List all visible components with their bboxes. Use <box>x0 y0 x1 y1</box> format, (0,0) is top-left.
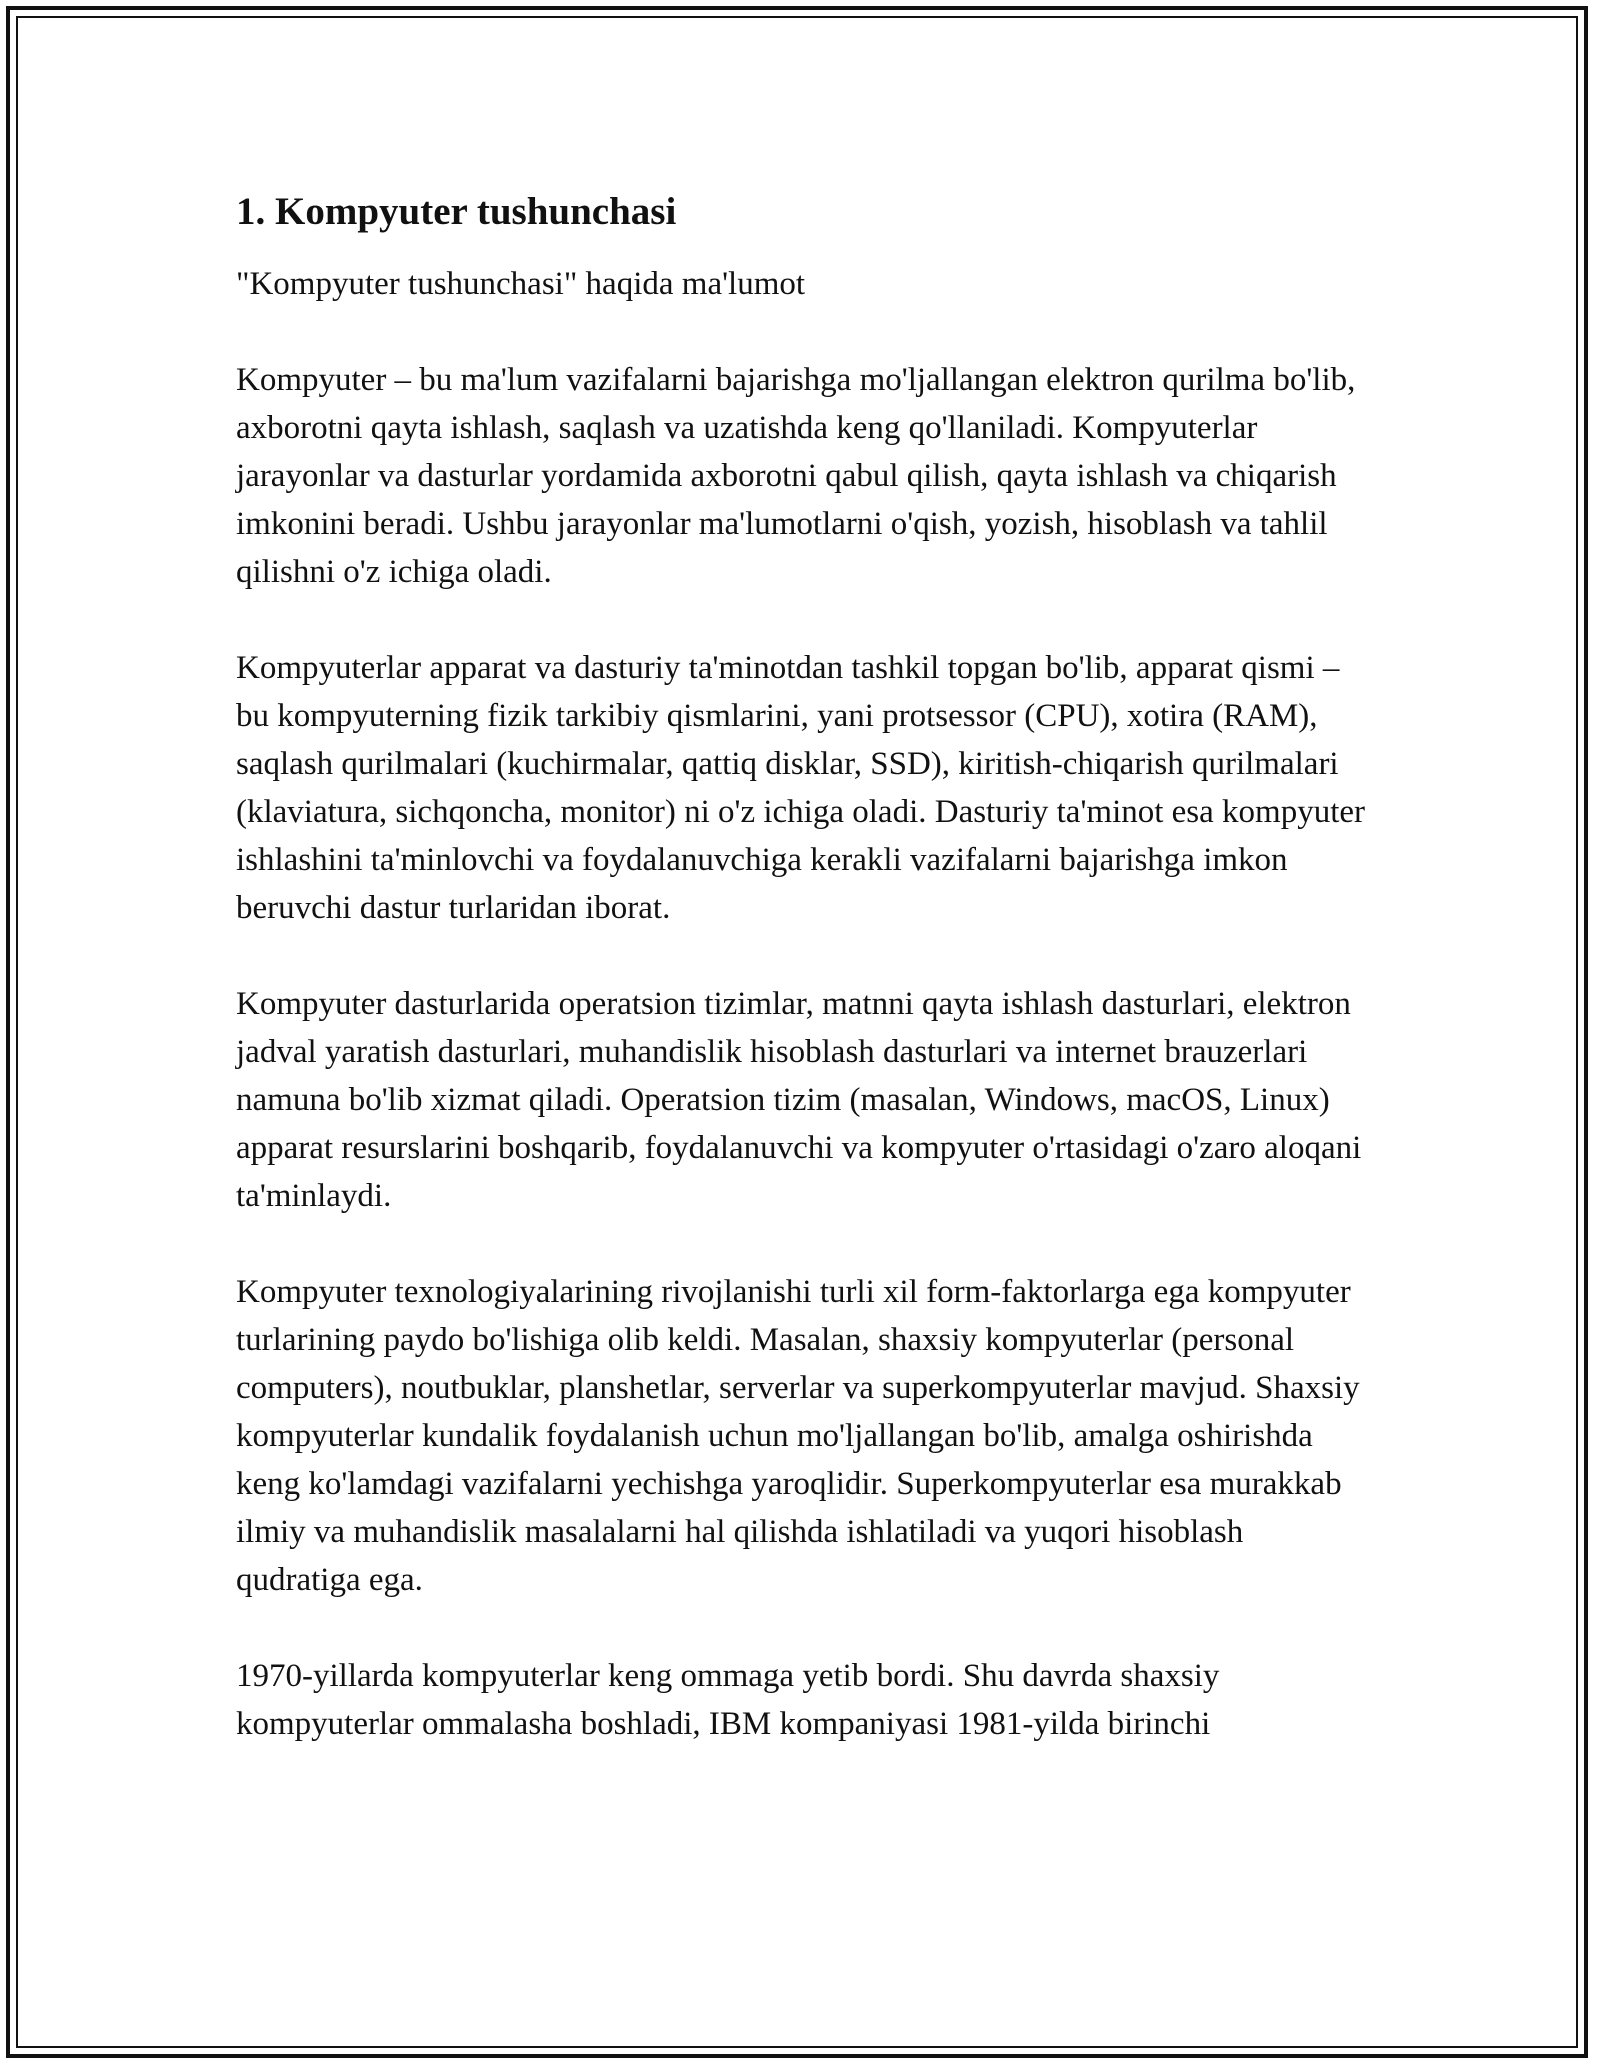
section-heading: 1. Kompyuter tushunchasi <box>236 190 677 233</box>
document-body <box>236 188 1366 1748</box>
paragraph-hardware-software: Kompyuterlar apparat va dasturiy ta'minotdan tashkil topgan bo'lib, apparat qismi – bu kompyuterning fizik tarkibiy qismlarini, yani protsessor (CPU), xotira (RAM), saqlash qurilmalari (kuchirmalar, qattiq disklar, SSD), kiritish-chiqarish qurilmalari (klaviatura, sichqoncha, monitor) ni o'z ichiga oladi. Dasturiy ta'minot esa kompyuter ishlashini ta'minlovchi va foydalanuvchiga kerakli vazifalarni bajarishga imkon beruvchi dastur turlaridan iborat. <box>236 650 1366 926</box>
paragraph-history: 1970-yillarda kompyuterlar keng ommaga yetib bordi. Shu davrda shaxsiy kompyuterlar ommalasha boshladi, IBM kompaniyasi 1981-yilda birinchi <box>236 1658 1220 1742</box>
paragraph-computer-types: Kompyuter texnologiyalarining rivojlanishi turli xil form-faktorlarga ega kompyuter turlarining paydo bo'lishiga olib keldi. Masalan, shaxsiy kompyuterlar (personal computers), noutbuklar, planshetlar, serverlar va superkompyuterlar mavjud. Shaxsiy kompyuterlar kundalik foydalanish uchun mo'ljallangan bo'lib, amalga oshirishda keng ko'lamdagi vazifalarni yechishga yaroqlidir. Superkompyuterlar esa murakkab ilmiy va muhandislik masalalarni hal qilishda ishlatiladi va yuqori hisoblash qudratiga ega. <box>236 1274 1360 1598</box>
paragraph-programs: Kompyuter dasturlarida operatsion tizimlar, matnni qayta ishlash dasturlari, elektron jadval yaratish dasturlari, muhandislik hisoblash dasturlari va internet brauzerlari namuna bo'lib xizmat qiladi. Operatsion tizim (masalan, Windows, macOS, Linux) apparat resurslarini boshqarib, foydalanuvchi va kompyuter o'rtasidagi o'zaro aloqani ta'minlaydi. <box>236 986 1362 1214</box>
section-subheading: "Kompyuter tushunchasi" haqida ma'lumot <box>236 266 806 302</box>
paragraph-definition: Kompyuter – bu ma'lum vazifalarni bajarishga mo'ljallangan elektron qurilma bo'lib, axborotni qayta ishlash, saqlash va uzatishda keng qo'llaniladi. Kompyuterlar jarayonlar va dasturlar yordamida axborotni qabul qilish, qayta ishlash va chiqarish imkonini beradi. Ushbu jarayonlar ma'lumotlarni o'qish, yozish, hisoblash va tahlil qilishni o'z ichiga oladi. <box>236 362 1356 590</box>
